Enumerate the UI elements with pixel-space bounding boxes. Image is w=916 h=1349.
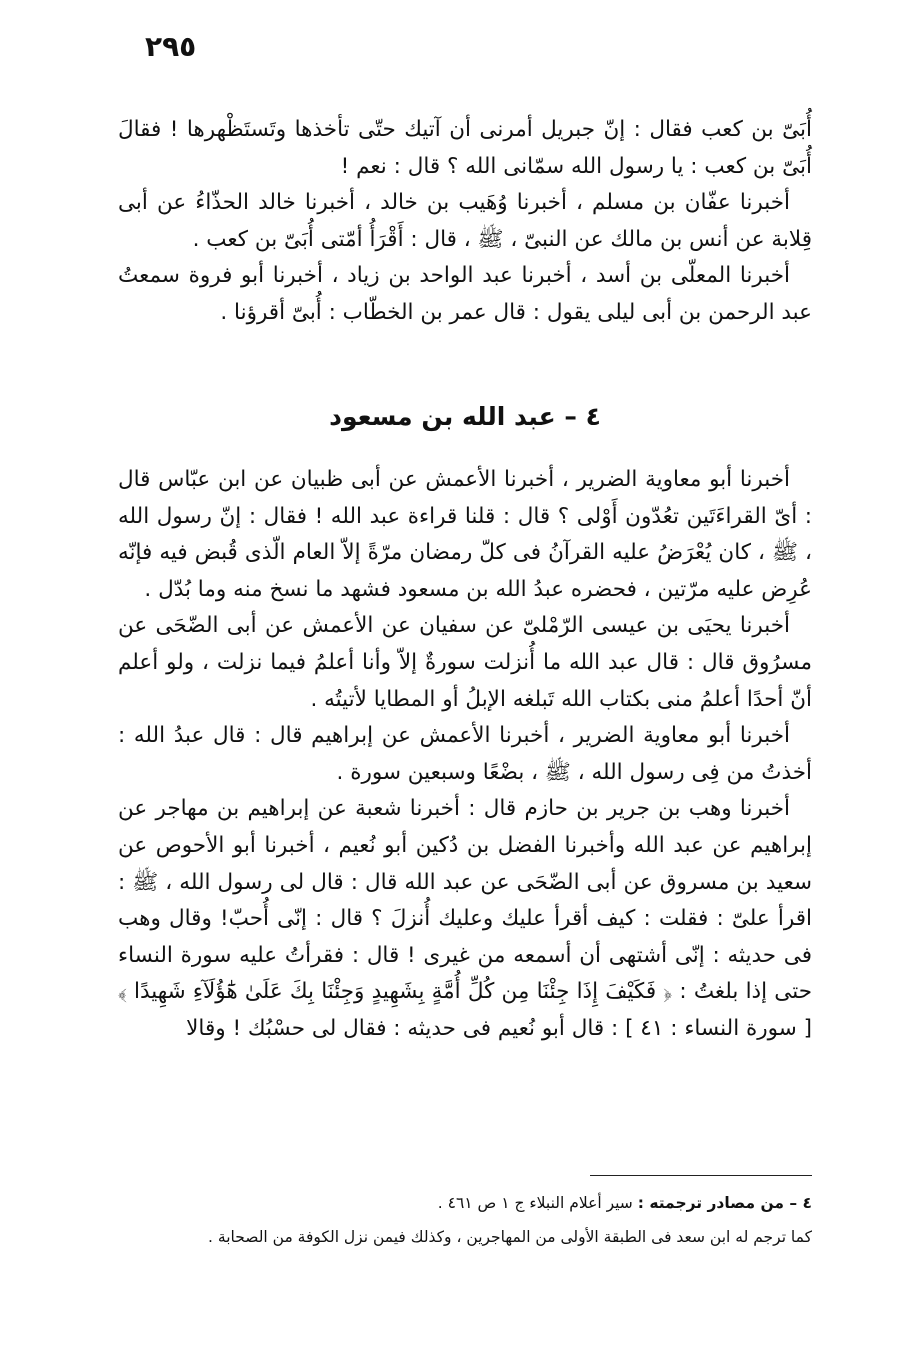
lower-text-block xyxy=(118,462,812,1048)
footnote-source: سير أعلام النبلاء ج ١ ص ٤٦١ . xyxy=(437,1194,633,1212)
paragraph: أخبرنا يحيَى بن عيسى الرّمْلىّ عن سفيان عن الأعمش عن أبى الضّحَى عن مسرُوق قال : قال عبد الله ما أُنزلت سورةٌ إلاّ وأنا أعلمُ فيما نزلت ، ولو أعلم أنّ أحدًا أعلمُ منى بكتاب الله تَبلغه الإبلُ أو المطايا لأتيتُه . xyxy=(118,613,812,712)
paragraph: أُبَىّ بن كعب فقال : إنّ جبريل أمرنى أن آتيك حتّى تأخذها وتَستَظْهرها ! فقالَ أُبَىّ بن كعب : يا رسول الله سمّانى الله ؟ قال : نعم ! xyxy=(118,117,812,179)
paragraph: أخبرنا المعلّى بن أسد ، أخبرنا عبد الواحد بن زياد ، أخبرنا أبو فروة سمعتُ عبد الرحمن بن أبى ليلى يقول : قال عمر بن الخطّاب : أُبىّ أقرؤنا . xyxy=(118,263,812,325)
paragraph: أخبرنا أبو معاوية الضرير ، أخبرنا الأعمش عن أبى ظبيان عن ابن عبّاس قال : أىّ القراءَتَين تعُدّون أَوْلى ؟ قال : قلنا قراءة عبد الله ! فقال : إنّ رسول الله ، ﷺ ، كان يُعْرَضُ عليه القرآنُ فى كلّ رمضان مرّةً إلاّ العام الّذى قُبض فيه فإنّه عُرِض عليه مرّتين ، فحضره عبدُ الله بن مسعود فشهد ما نسخ منه وما بُدّل . xyxy=(118,467,812,602)
footnote-line xyxy=(118,1220,812,1254)
paragraph: أخبرنا وهب بن جرير بن حازم قال : أخبرنا شعبة عن إبراهيم بن مهاجر عن إبراهيم عن عبد الله وأخبرنا الفضل بن دُكين أبو نُعيم ، أخبرنا أبو الأحوص عن سعيد بن مسروق عن أبى الضّحَى عن عبد الله قال : قال لى رسول الله ، ﷺ : اقرأ علىّ : فقلت : كيف أقرأ عليك وعليك أُنزلَ ؟ قال : إنّى أُحبّ! وقال وهب فى حديثه : إنّى أشتهى أن أسمعه من غيرى ! قال : فقرأتُ عليه سورة النساء حتى إذا بلغتُ : ﴿ فَكَيْفَ إِذَا جِئْنَا مِن كُلِّ أُمَّةٍ بِشَهِيدٍ وَجِئْنَا بِكَ عَلَىٰ هَٰٓؤُلَآءِ شَهِيدًا ﴾ [ سورة النساء : ٤١ ] : قال أبو نُعيم فى حديثه : فقال لى حسْبُك ! وقالا xyxy=(118,796,812,1041)
footnote-label: ٤ – من مصادر ترجمته : xyxy=(637,1194,812,1212)
footnote-divider xyxy=(590,1175,812,1176)
footnotes xyxy=(118,1186,812,1254)
upper-text-block xyxy=(118,112,812,332)
footnote-line xyxy=(118,1186,812,1220)
paragraph: أخبرنا عفّان بن مسلم ، أخبرنا وُهَيب بن خالد ، أخبرنا خالد الحذّاءُ عن أبى قِلابة عن أنس بن مالك عن النبىّ ، ﷺ ، قال : أَقْرَأُ أمّتى أُبَىّ بن كعب . xyxy=(118,190,812,252)
footnote-note: كما ترجم له ابن سعد فى الطبقة الأولى من المهاجرين ، وكذلك فيمن نزل الكوفة من الصحابة . xyxy=(208,1228,812,1246)
page-number: ٢٩٥ xyxy=(145,30,197,63)
section-heading: ٤ – عبد الله بن مسعود xyxy=(329,402,601,431)
paragraph: أخبرنا أبو معاوية الضرير ، أخبرنا الأعمش عن إبراهيم قال : قال عبدُ الله : أخذتُ من فِى رسول الله ، ﷺ ، بضْعًا وسبعين سورة . xyxy=(118,723,812,785)
